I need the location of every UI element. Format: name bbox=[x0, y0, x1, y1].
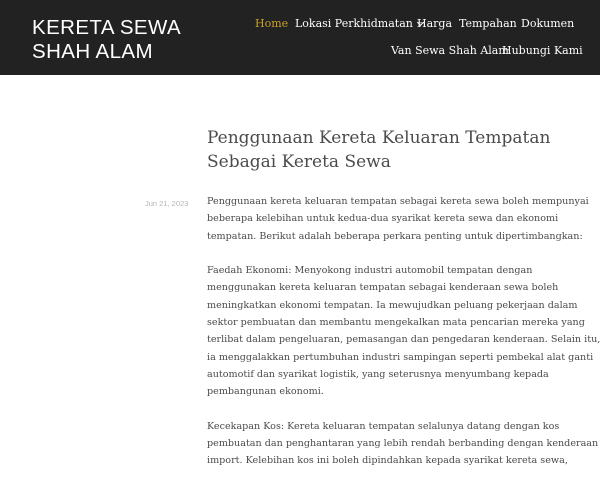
site-title-line-2[interactable]: SHAH ALAM bbox=[32, 40, 153, 63]
site-title-line-1[interactable]: KERETA SEWA bbox=[32, 16, 182, 39]
paragraph-line: sektor pembuatan dan membantu mengekalkan mata pencarian mereka yang bbox=[207, 317, 585, 329]
nav-lokasi-label: Lokasi Perkhidmatan bbox=[295, 17, 413, 30]
paragraph-line: beberapa kelebihan untuk kedua-dua syarikat kereta sewa dan ekonomi bbox=[207, 213, 559, 225]
paragraph-intro bbox=[207, 193, 589, 245]
paragraph-kecekapan-kos bbox=[207, 418, 599, 470]
nav-van-sewa[interactable]: Van Sewa Shah Alam bbox=[391, 44, 509, 57]
paragraph-line: ia menggalakkan pertumbuhan industri sampingan seperti pembekal alat ganti bbox=[207, 351, 594, 363]
nav-hubungi-kami[interactable]: Hubungi Kami bbox=[502, 44, 583, 57]
paragraph-line: meningkatkan ekonomi tempatan. Ia mewujudkan peluang pekerjaan dalam bbox=[207, 299, 578, 311]
post-title-line-2: Sebagai Kereta Sewa bbox=[207, 152, 391, 172]
post-title bbox=[207, 126, 567, 174]
paragraph-line: terlibat dalam pengeluaran, pemasangan dan pengedaran kenderaan. Selain itu, bbox=[207, 334, 600, 346]
site-header bbox=[0, 0, 600, 75]
paragraph-line: Faedah Ekonomi: Menyokong industri automobil tempatan dengan bbox=[207, 265, 533, 277]
nav-home[interactable]: Home bbox=[255, 17, 289, 30]
nav-tempahan[interactable]: Tempahan bbox=[459, 17, 517, 30]
post-title-line-1: Penggunaan Kereta Keluaran Tempatan bbox=[207, 128, 551, 148]
paragraph-line: menggunakan kereta keluaran tempatan sebagai kenderaan sewa boleh bbox=[207, 282, 559, 294]
post-date: Jun 21, 2023 bbox=[145, 199, 189, 208]
post-content bbox=[207, 193, 600, 487]
paragraph-faedah-ekonomi bbox=[207, 262, 600, 400]
nav-harga[interactable]: Harga bbox=[417, 17, 453, 30]
main-nav bbox=[0, 0, 600, 75]
paragraph-line: Kecekapan Kos: Kereta keluaran tempatan selalunya datang dengan kos bbox=[207, 420, 560, 432]
paragraph-line: Penggunaan kereta keluaran tempatan sebagai kereta sewa boleh mempunyai bbox=[207, 196, 589, 207]
paragraph-line: pembuatan dan penghantaran yang lebih rendah berbanding dengan kenderaan bbox=[207, 438, 599, 450]
paragraph-line: import. Kelebihan kos ini boleh dipindahkan kepada syarikat kereta sewa, bbox=[207, 455, 568, 467]
paragraph-line: pembangunan ekonomi. bbox=[207, 386, 324, 398]
nav-dokumen[interactable]: Dokumen bbox=[521, 17, 575, 30]
paragraph-line: automotif dan syarikat logistik, yang seterusnya menyumbang kepada bbox=[207, 368, 549, 380]
nav-lokasi-perkhidmatan[interactable] bbox=[295, 17, 423, 31]
paragraph-line: tempatan. Berikut adalah beberapa perkara penting untuk dipertimbangkan: bbox=[207, 230, 583, 242]
